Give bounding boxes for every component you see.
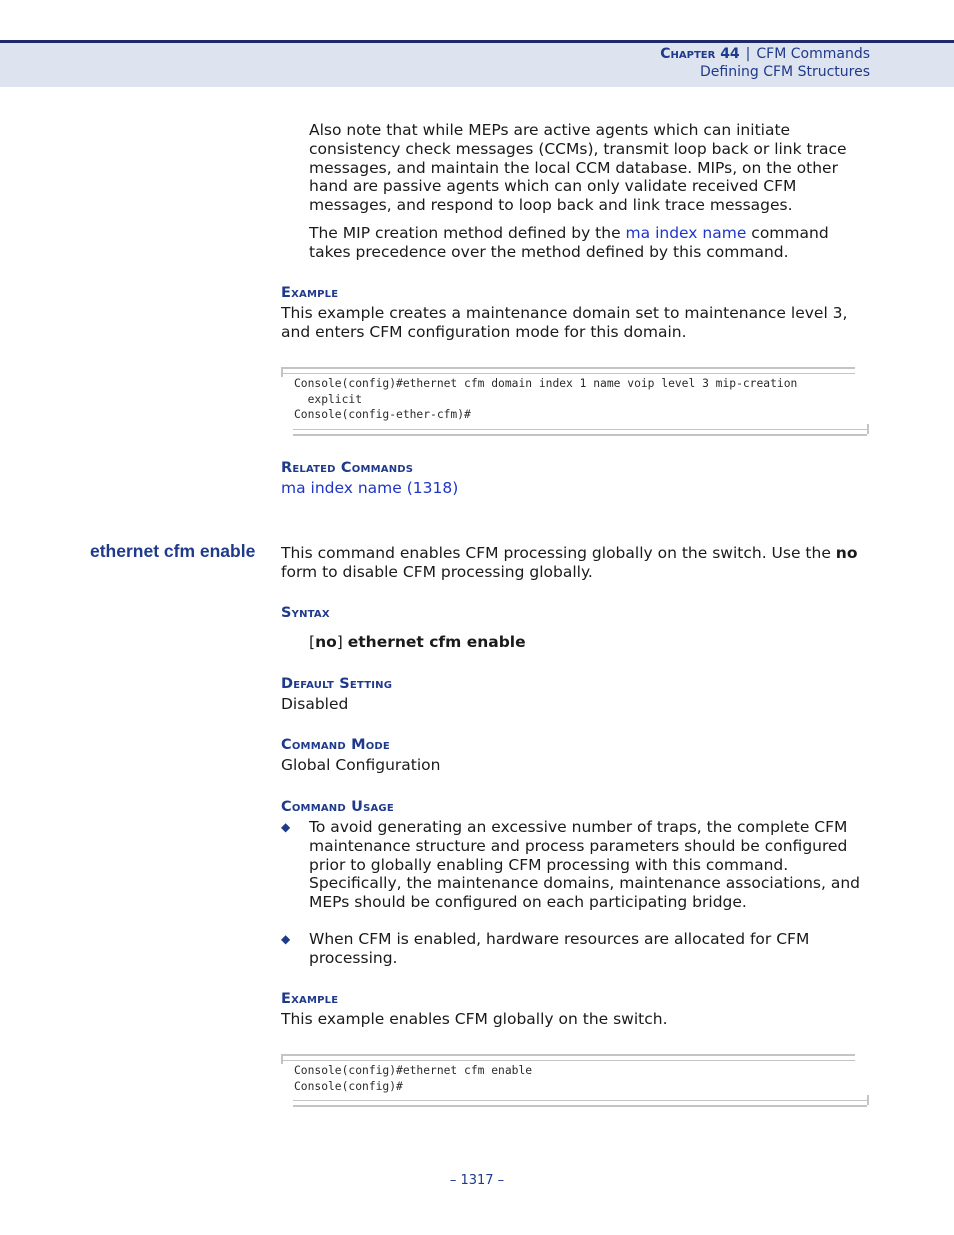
code-right-tick — [867, 424, 869, 434]
command-desc-before: This command enables CFM processing globally on the switch. Use the — [281, 544, 836, 562]
page-number: – 1317 – — [449, 1173, 505, 1188]
command-desc-after: form to disable CFM processing globally. — [281, 562, 593, 581]
code-bottom-rule — [293, 429, 867, 436]
syntax-heading: Syntax — [281, 605, 330, 621]
code-left-tick — [281, 367, 283, 377]
code-line: Console(config-ether-cfm)# — [294, 408, 471, 421]
usage-item: When CFM is enabled, hardware resources are allocated for CFM processing. — [309, 930, 810, 967]
usage-item: To avoid generating an excessive number of traps, the complete CFM maintenance structure and process parameters should be configured prior to globally enabling CFM processing with this command. Specifically, the maintenance domains, maintenance associations, and MEPs should be configured on each participating bridge. — [309, 818, 860, 912]
chapter-title: CFM Commands — [756, 46, 870, 62]
intro-text-before: The MIP creation method defined by the — [309, 224, 626, 242]
intro-text-after: command takes precedence over the method defined by this command. — [309, 224, 829, 261]
command-desc-bold: no — [835, 544, 858, 562]
code-top-rule — [281, 367, 855, 374]
code-line: Console(config)#ethernet cfm domain index 1 name voip level 3 mip-creation — [294, 377, 798, 390]
chapter-line — [660, 46, 870, 62]
syntax-command: ethernet cfm enable — [347, 633, 526, 651]
page-header — [0, 40, 954, 87]
code-text — [294, 376, 797, 423]
example-description: This example creates a maintenance domain set to maintenance level 3, and enters CFM configuration mode for this domain. — [281, 304, 848, 341]
header-separator: | — [745, 46, 751, 62]
command-usage-heading: Command Usage — [281, 799, 394, 815]
syntax-line — [309, 633, 526, 652]
syntax-no: no — [315, 633, 337, 651]
example-description: This example enables CFM globally on the switch. — [281, 1010, 668, 1028]
command-title: ethernet cfm enable — [90, 541, 256, 561]
section-title: Defining CFM Structures — [700, 64, 870, 80]
command-description — [281, 544, 869, 582]
code-line: Console(config)#ethernet cfm enable — [294, 1064, 533, 1077]
ma-index-name-link[interactable]: ma index name — [625, 224, 747, 242]
command-mode-value: Global Configuration — [281, 756, 441, 774]
syntax-open-bracket: [ — [309, 633, 316, 651]
example-heading: Example — [281, 991, 339, 1007]
code-block — [281, 367, 869, 439]
default-setting-value: Disabled — [281, 695, 349, 713]
default-setting-heading: Default Setting — [281, 676, 393, 692]
intro-paragraph-2 — [309, 224, 869, 262]
diamond-bullet-icon: ◆ — [281, 932, 291, 946]
code-line: Console(config)# — [294, 1079, 403, 1093]
code-top-rule — [281, 1054, 855, 1061]
code-left-tick — [281, 1054, 283, 1064]
intro-paragraph-1: Also note that while MEPs are active agents which can initiate consistency check messages (CCMs), transmit loop back or link trace messages, and maintain the local CCM database. MIPs, on the other hand are passive agents which can only validate received CFM messages, and respond to loop back and link trace messages. — [309, 121, 847, 215]
example-heading: Example — [281, 285, 339, 301]
code-text — [294, 1063, 532, 1094]
related-command-link[interactable]: ma index name (1318) — [281, 479, 459, 497]
syntax-close-bracket: ] — [336, 633, 343, 651]
related-commands-heading: Related Commands — [281, 460, 414, 476]
chapter-label: Chapter 44 — [660, 46, 740, 62]
code-line: explicit — [294, 392, 363, 406]
code-right-tick — [867, 1095, 869, 1105]
code-block — [281, 1054, 869, 1110]
command-mode-heading: Command Mode — [281, 737, 390, 753]
code-bottom-rule — [293, 1100, 867, 1107]
diamond-bullet-icon: ◆ — [281, 820, 291, 834]
